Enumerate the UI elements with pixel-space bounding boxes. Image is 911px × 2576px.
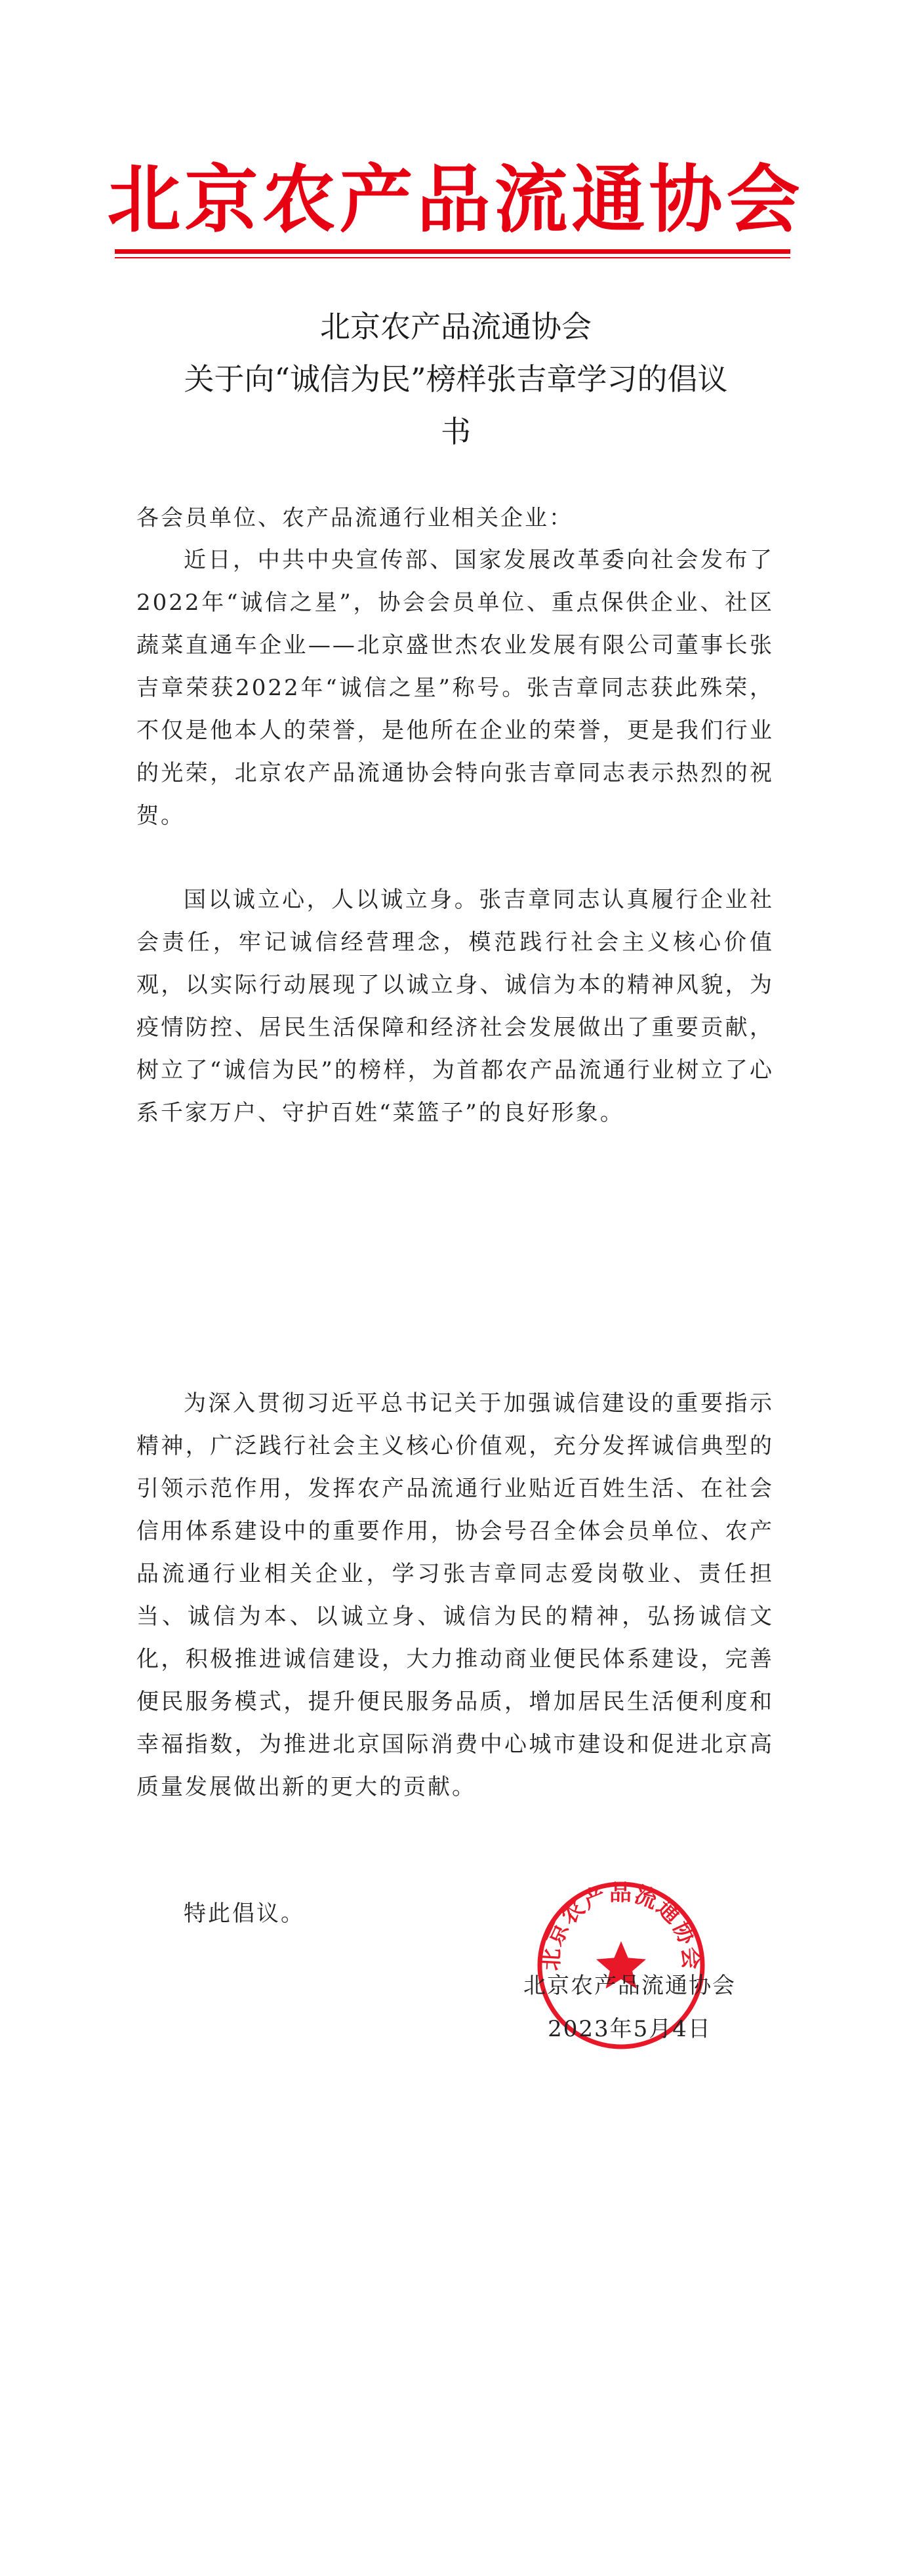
salutation — [136, 497, 774, 540]
document-title — [111, 300, 800, 458]
masthead-rule-thin — [115, 257, 790, 258]
paragraph-1-text: 近日，中共中央宣传部、国家发展改革委向社会发布了2022年“诚信之星”，协会会员单位、重点保供企业、社区蔬菜直通车企业——北京盛世杰农业发展有限公司董事长张吉章荣获2022年“诚信之星”称号。张吉章同志获此殊荣，不仅是他本人的荣誉，是他所在企业的荣誉，更是我们行业的光荣，北京农产品流通协会特向张吉章同志表示热烈的祝贺。 — [136, 547, 774, 829]
title-line-3: 书 — [441, 414, 471, 449]
paragraph-2-text: 国以诚立心，人以诚立身。张吉章同志认真履行企业社会责任，牢记诚信经营理念，模范践行社会主义核心价值观，以实际行动展现了以诚立身、诚信为本的精神风貌，为疫情防控、居民生活保障和经济社会发展做出了重要贡献，树立了“诚信为民”的榜样，为首都农产品流通行业树立了心系千家万户、守护百姓“菜篮子”的良好形象。 — [136, 887, 774, 1126]
signature-org: 北京农产品流通协会 — [523, 1973, 736, 1999]
title-line-2: 关于向“诚信为民”榜样张吉章学习的倡议 — [184, 361, 728, 397]
seal-text: 北京农产品流通协会 — [538, 1880, 704, 1971]
masthead-rule-thick — [115, 249, 790, 254]
title-line-1: 北京农产品流通协会 — [320, 309, 592, 344]
signature-date: 2023年5月4日 — [548, 2016, 712, 2042]
paragraph-2 — [136, 879, 774, 1135]
paragraph-3 — [136, 1382, 774, 1809]
masthead-title: 北京农产品流通协会 — [107, 157, 804, 243]
paragraph-1 — [136, 539, 774, 837]
paragraph-3-text: 为深入贯彻习近平总书记关于加强诚信建设的重要指示精神，广泛践行社会主义核心价值观，充分发挥诚信典型的引领示范作用，发挥农产品流通行业贴近百姓生活、在社会信用体系建设中的重要作用，协会号召全体会员单位、农产品流通行业相关企业，学习张吉章同志爱岗敬业、责任担当、诚信为本、以诚立身、诚信为民的精神，弘扬诚信文化，积极推进诚信建设，大力推动商业便民体系建设，完善便民服务模式，提升便民服务品质，增加居民生活便利度和幸福指数，为推进北京国际消费中心城市建设和促进北京高质量发展做出新的更大的贡献。 — [136, 1390, 774, 1800]
salutation-text: 各会员单位、农产品流通行业相关企业： — [136, 505, 573, 531]
closing-text: 特此倡议。 — [184, 1901, 305, 1927]
